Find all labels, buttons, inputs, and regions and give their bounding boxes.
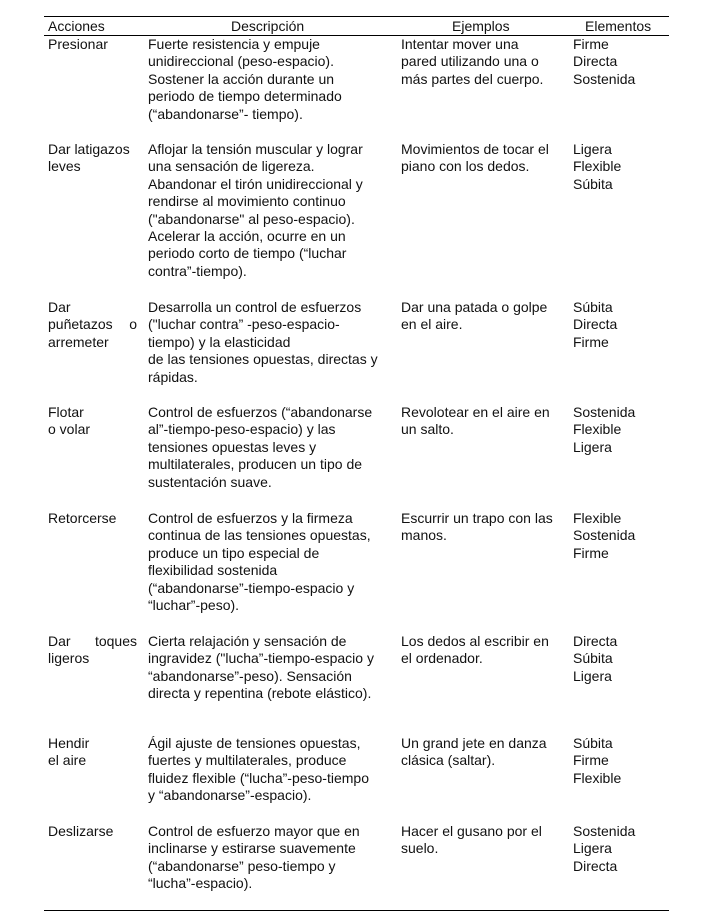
cell-line: Aflojar la tensión muscular y lograr [148, 141, 363, 157]
cell-line: periodo corto de tiempo (“luchar [148, 245, 347, 262]
cell-line: ("luchar contra” -peso-espacio- [148, 316, 340, 333]
cell-line: continua de las tensiones opuestas, [148, 527, 371, 544]
cell-line: “abandonarse”-peso). Sensación [148, 667, 352, 684]
cell-line: Presionar [48, 36, 108, 52]
header-elementos: Elementos [585, 18, 652, 34]
cell-line: Firme [573, 333, 609, 350]
cell-line: el aire [48, 752, 87, 769]
cell-line: Flexible [573, 769, 622, 786]
cell-descripcion [148, 36, 394, 123]
cell-word: puñetazos [48, 316, 113, 333]
cell-line: Directa [573, 633, 618, 649]
cell-line: Directa [573, 857, 618, 874]
cell-descripcion [148, 141, 394, 280]
cell-word: Dar [48, 633, 71, 649]
cell-line: o volar [48, 421, 91, 438]
cell-line: (“abandonarse” peso-tiempo y [148, 857, 336, 874]
cell-line: más partes del cuerpo. [401, 70, 544, 87]
cell-ejemplos [401, 633, 563, 668]
cell-line: rápidas. [148, 368, 198, 385]
cell-line: Retorcerse [48, 510, 117, 526]
cell-elementos [573, 141, 673, 193]
cell-line: Súbita [573, 299, 613, 315]
cell-line: Los dedos al escribir en [401, 633, 549, 649]
cell-line: tensiones opuestas leves y [148, 438, 317, 455]
cell-descripcion [148, 510, 394, 614]
cell-line: al”-tiempo-peso-espacio) y las [148, 421, 336, 438]
cell-line: inclinarse y estirarse suavemente [148, 840, 356, 857]
cell-line: Control de esfuerzos y la firmeza [148, 510, 353, 526]
cell-descripcion [148, 735, 394, 805]
cell-elementos [573, 36, 673, 88]
cell-line: Sostenida [573, 527, 636, 544]
cell-line: y “abandonarse”-espacio). [148, 787, 312, 804]
cell-line: rendirse al movimiento continuo [148, 193, 346, 210]
cell-line: Súbita [573, 175, 613, 192]
cell-line: Ágil ajuste de tensiones opuestas, [148, 735, 361, 751]
cell-elementos [573, 735, 673, 787]
cell-line: Hendir [48, 735, 90, 751]
header-acciones: Acciones [48, 18, 105, 34]
cell-line: Intentar mover una [401, 36, 519, 52]
cell-line: Directa [573, 53, 618, 70]
cell-line: Sostenida [573, 823, 636, 839]
cell-line: un salto. [401, 421, 454, 438]
cell-line: Súbita [573, 735, 613, 751]
cell-line: Flotar [48, 404, 84, 420]
cell-line: pared utilizando una o [401, 53, 539, 70]
cell-accion [48, 141, 138, 176]
cell-line [48, 633, 137, 650]
cell-descripcion [148, 823, 394, 893]
cell-line: Desarrolla un control de esfuerzos [148, 299, 362, 315]
cell-line: clásica (saltar). [401, 752, 496, 769]
cell-ejemplos [401, 735, 563, 770]
cell-accion [48, 735, 138, 770]
cell-ejemplos [401, 404, 563, 439]
cell-line: en el aire. [401, 316, 463, 333]
cell-line: leves [48, 158, 81, 175]
cell-line: (“abandonarse”-tiempo-espacio y [148, 579, 355, 596]
cell-accion [48, 510, 138, 527]
cell-line: Acelerar la acción, ocurre en un [148, 228, 346, 245]
cell-line: Movimientos de tocar el [401, 141, 549, 157]
cell-line: multilaterales, producen un tipo de [148, 456, 363, 473]
cell-line: Flexible [573, 158, 622, 175]
header-descripcion: Descripción [231, 18, 305, 34]
cell-line [48, 316, 137, 333]
cell-line: piano con los dedos. [401, 158, 530, 175]
cell-line: Flexible [573, 510, 622, 526]
cell-line: fuertes y multilaterales, produce [148, 752, 347, 769]
cell-line: ingravidez ("lucha”-tiempo-espacio y [148, 650, 374, 667]
cell-line: Sostenida [573, 70, 636, 87]
cell-line: fluidez flexible (“lucha”-peso-tiempo [148, 769, 369, 786]
cell-line: Ligera [573, 141, 612, 157]
cell-accion [48, 823, 138, 840]
cell-line: Fuerte resistencia y empuje [148, 36, 320, 52]
table-top-rule [44, 16, 669, 17]
cell-elementos [573, 823, 673, 875]
cell-line: Ligera [573, 667, 612, 684]
cell-line: directa y repentina (rebote elástico). [148, 685, 372, 702]
cell-line: el ordenador. [401, 650, 483, 667]
cell-line: “lucha”-espacio). [148, 875, 253, 892]
cell-descripcion [148, 404, 394, 491]
cell-elementos [573, 633, 673, 685]
cell-line: Abandonar el tirón unidireccional y [148, 175, 363, 192]
cell-ejemplos [401, 823, 563, 858]
cell-line: contra”-tiempo). [148, 262, 247, 279]
cell-line: Control de esfuerzos (“abandonarse [148, 404, 373, 420]
cell-line: Sostener la acción durante un [148, 70, 335, 87]
cell-ejemplos [401, 299, 563, 334]
cell-line: Dar [48, 299, 71, 315]
cell-line: unidireccional (peso-espacio). [148, 53, 334, 70]
cell-line: Ligera [573, 840, 612, 857]
cell-line: ("abandonarse" al peso-espacio). [148, 210, 355, 227]
cell-ejemplos [401, 141, 563, 176]
cell-elementos [573, 404, 673, 456]
cell-elementos [573, 299, 673, 351]
cell-line: “luchar”-peso). [148, 597, 240, 614]
cell-line: Revolotear en el aire en [401, 404, 550, 420]
cell-line: Ligera [573, 438, 612, 455]
cell-line: Un grand jete en danza [401, 735, 547, 751]
cell-line: Control de esfuerzo mayor que en [148, 823, 360, 839]
cell-line: Hacer el gusano por el [401, 823, 542, 839]
cell-accion [48, 404, 138, 439]
cell-elementos [573, 510, 673, 562]
cell-line: Directa [573, 316, 618, 333]
cell-line: tiempo) y la elasticidad [148, 333, 291, 350]
cell-accion [48, 633, 138, 668]
cell-line: Firme [573, 544, 609, 561]
cell-line: Sostenida [573, 404, 636, 420]
cell-line: flexibilidad sostenida [148, 562, 278, 579]
cell-line: Cierta relajación y sensación de [148, 633, 347, 649]
cell-line: sustentación suave. [148, 473, 272, 490]
cell-accion [48, 36, 138, 53]
cell-descripcion [148, 633, 394, 703]
cell-descripcion [148, 299, 394, 386]
cell-line: Dar una patada o golpe [401, 299, 548, 315]
cell-accion [48, 299, 138, 351]
cell-line: de las tensiones opuestas, directas y [148, 351, 378, 368]
cell-line: Súbita [573, 650, 613, 667]
cell-line: Firme [573, 36, 609, 52]
header-ejemplos: Ejemplos [452, 18, 510, 34]
cell-line: suelo. [401, 840, 439, 857]
cell-line: (“abandonarse”- tiempo). [148, 105, 303, 122]
cell-line: manos. [401, 527, 447, 544]
cell-line: ligeros [48, 650, 90, 667]
cell-line: Firme [573, 752, 609, 769]
cell-line: Deslizarse [48, 823, 114, 839]
cell-line: produce un tipo especial de [148, 544, 320, 561]
cell-line: periodo de tiempo determinado [148, 88, 342, 105]
cell-word: o [129, 316, 137, 333]
cell-line: arremeter [48, 333, 109, 350]
cell-line: Escurrir un trapo con las [401, 510, 553, 526]
cell-line: una sensación de ligereza. [148, 158, 315, 175]
cell-ejemplos [401, 510, 563, 545]
cell-line: Dar latigazos [48, 141, 130, 157]
table-bottom-rule [44, 910, 669, 911]
cell-ejemplos [401, 36, 563, 88]
cell-line: Flexible [573, 421, 622, 438]
cell-word: toques [94, 633, 137, 649]
